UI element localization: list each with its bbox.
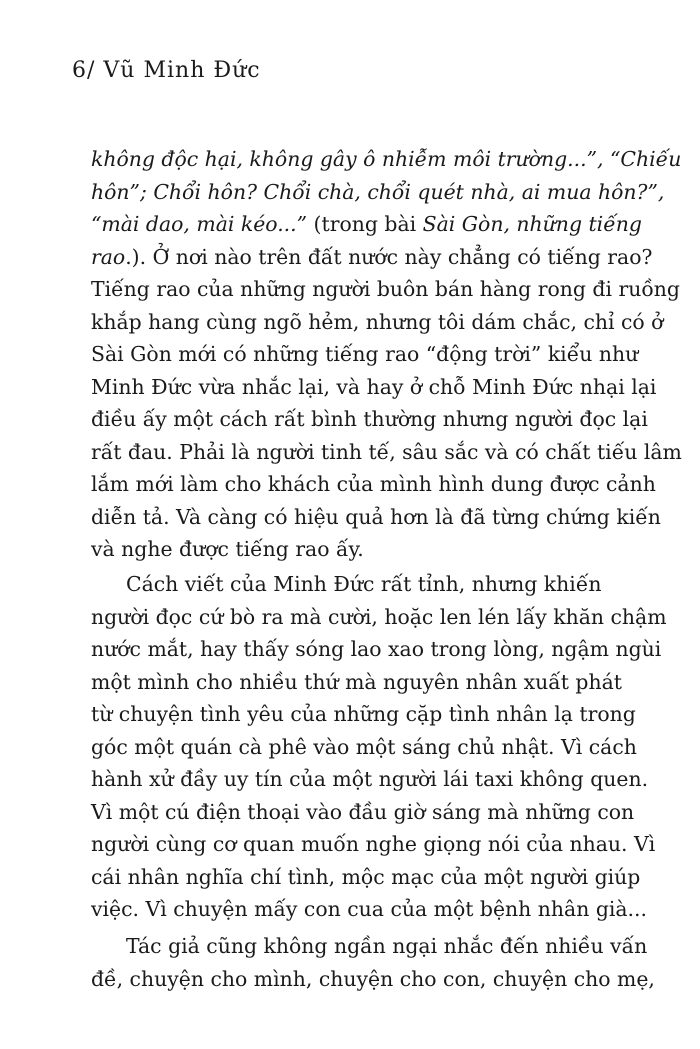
body-text: lắm mới làm cho khách của mình hình dung được cảnh: [91, 472, 656, 496]
text-line: [91, 763, 691, 796]
text-line: [91, 893, 691, 926]
body-text: nước mắt, hay thấy sóng lao xao trong lòng, ngậm ngùi: [91, 637, 662, 661]
body-text: cái nhân nghĩa chí tình, mộc mạc của một người giúp: [91, 864, 641, 889]
body-text: từ chuyện tình yêu của những cặp tình nhân lạ trong: [91, 702, 636, 726]
body-text: diễn tả. Và càng có hiệu quả hơn là đã từng chứng kiến: [91, 504, 661, 529]
body-text: Tiếng rao của những người buôn bán hàng rong đi ruồng: [91, 277, 680, 301]
text-line: [91, 208, 691, 241]
body-text: người cùng cơ quan muốn nghe giọng nói của nhau. Vì: [91, 832, 656, 856]
text-line: [91, 501, 691, 534]
italic-text: “mài dao, mài kéo...”: [91, 212, 308, 236]
text-line: [91, 796, 691, 829]
body-text: và nghe được tiếng rao ấy.: [91, 537, 364, 561]
body-text: Tác giả cũng không ngần ngại nhắc đến nhiều vấn: [126, 934, 648, 958]
text-line: [91, 731, 691, 764]
body-text: (trong bài: [307, 212, 423, 236]
running-header: [72, 58, 261, 83]
italic-text: hôn”; Chổi hôn? Chổi chà, chổi quét nhà, ai mua hôn?”,: [91, 179, 665, 204]
body-text: hành xử đầy uy tín của một người lái taxi không quen.: [91, 767, 649, 791]
text-line: [91, 468, 691, 501]
text-line: [91, 338, 691, 371]
text-line: [91, 861, 691, 894]
italic-text: Sài Gòn, những tiếng: [422, 212, 642, 236]
body-text: Vì một cú điện thoại vào đầu giờ sáng mà những con: [91, 799, 635, 824]
body-text: khắp hang cùng ngõ hẻm, nhưng tôi dám chắc, chỉ có ở: [91, 309, 664, 334]
text-line: [91, 436, 691, 469]
text-line: [91, 828, 691, 861]
body-text: .). Ở nơi nào trên đất nước này chẳng có tiếng rao?: [125, 244, 653, 269]
text-line: [91, 403, 691, 436]
body-text: rất đau. Phải là người tinh tế, sâu sắc và có chất tiếu lâm: [91, 439, 682, 464]
text-line: [91, 633, 691, 666]
author-name: Vũ Minh Đức: [103, 58, 261, 83]
text-line: [91, 143, 691, 176]
text-line: [91, 533, 691, 566]
italic-text: rao: [91, 244, 126, 269]
text-line: [91, 306, 691, 339]
paragraph-2: [91, 568, 691, 926]
text-line: [91, 273, 691, 306]
italic-text: không độc hại, không gây ô nhiễm môi trường...”, “Chiếu: [91, 147, 682, 171]
body-text: một mình cho nhiều thứ mà nguyên nhân xuất phát: [91, 669, 622, 694]
text-line: [91, 930, 691, 963]
paragraph-1: [91, 143, 691, 566]
body-text: góc một quán cà phê vào một sáng chủ nhật. Vì cách: [91, 734, 637, 759]
paragraph-3: [91, 930, 691, 995]
page-number: 6/: [72, 58, 96, 83]
text-line: [91, 241, 691, 274]
body-text: người đọc cứ bò ra mà cười, hoặc len lén lấy khăn chậm: [91, 604, 667, 629]
body-text: Minh Đức vừa nhắc lại, và hay ở chỗ Minh Đức nhại lại: [91, 374, 657, 399]
body-text: Cách viết của Minh Đức rất tỉnh, nhưng khiến: [126, 572, 602, 596]
text-line: [91, 601, 691, 634]
text-line: [91, 666, 691, 699]
text-line: [91, 568, 691, 601]
text-line: [91, 963, 691, 996]
body-text: đề, chuyện cho mình, chuyện cho con, chuyện cho mẹ,: [91, 966, 655, 991]
body-text: việc. Vì chuyện mấy con cua của một bệnh nhân già...: [91, 897, 647, 921]
text-line: [91, 698, 691, 731]
body-text: Sài Gòn mới có những tiếng rao “động trời” kiểu như: [91, 342, 639, 366]
body-text: điều ấy một cách rất bình thường nhưng người đọc lại: [91, 407, 648, 431]
text-line: [91, 176, 691, 209]
text-line: [91, 371, 691, 404]
